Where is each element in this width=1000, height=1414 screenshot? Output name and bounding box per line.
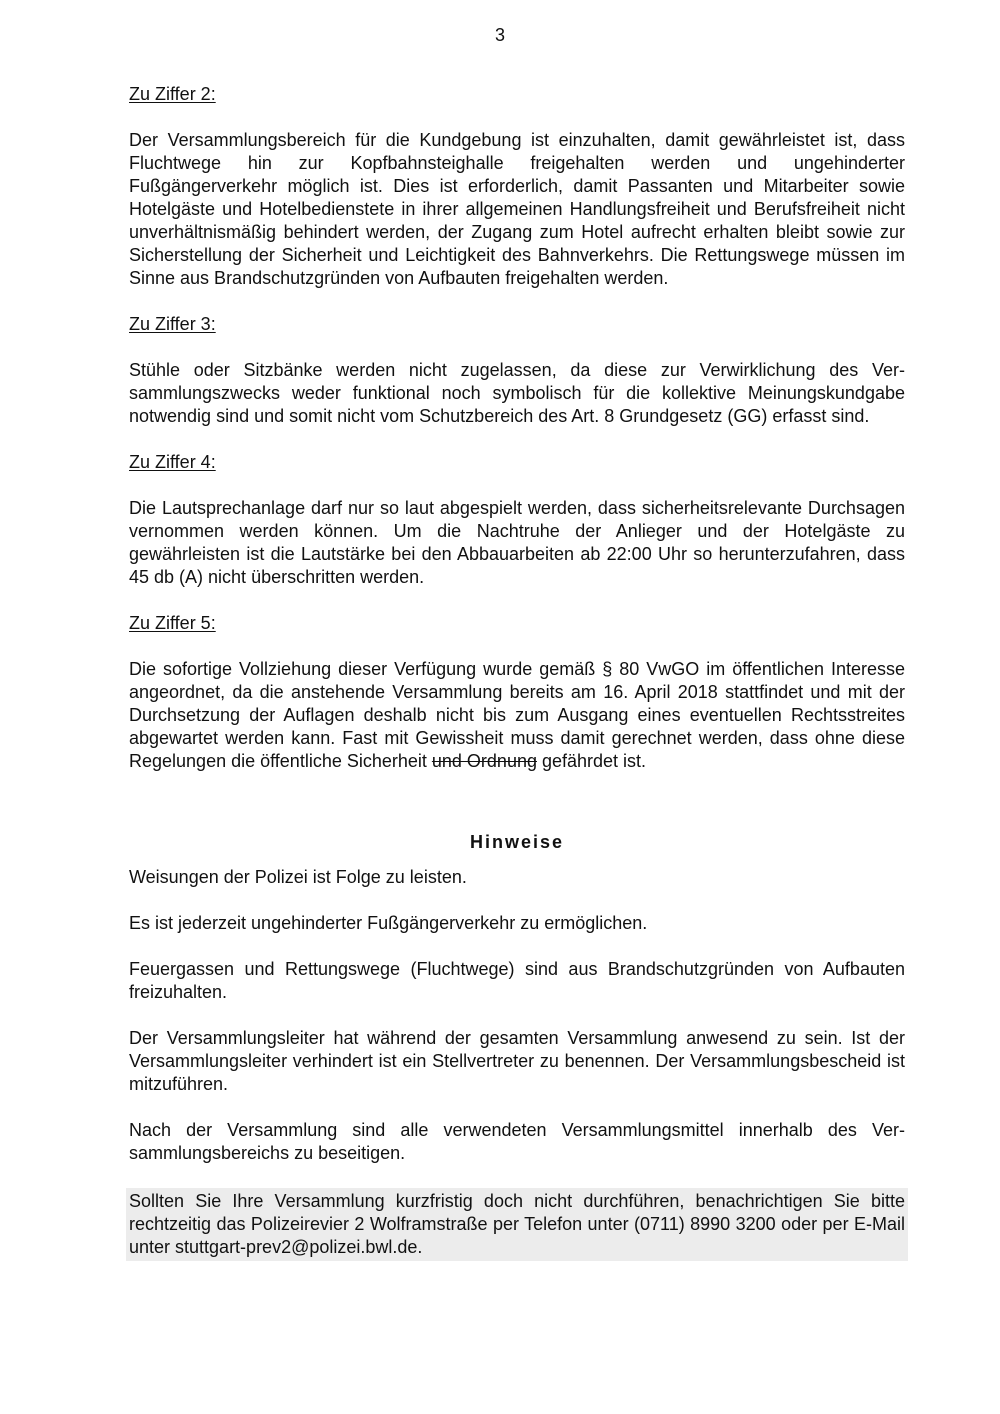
section-text-ziffer-5-part-2: gefährdet ist. <box>536 751 647 771</box>
hinweis-kontakt-polizeirevier: Sollten Sie Ihre Versammlung kurzfristig doch nicht durchführen, benachrichtigen Sie bitte rechtzeitig das Polizeirevier 2 Wolframstraße per Telefon unter (0711) 8990 3200 oder per E-Mail unter stuttgart-prev2@polizei.bwl.de. <box>126 1188 908 1261</box>
hinweis-rettungswege: Feuergassen und Rettungswege (Fluchtwege) sind aus Brandschutzgründen von Aufbauten freizuhalten. <box>129 959 905 1002</box>
hinweis-fussgaengerverkehr: Es ist jederzeit ungehinderter Fußgängerverkehr zu ermöglichen. <box>129 913 648 933</box>
section-heading-ziffer-2: Zu Ziffer 2: <box>129 84 216 104</box>
section-heading-ziffer-4: Zu Ziffer 4: <box>129 452 216 472</box>
section-text-ziffer-3: Stühle oder Sitzbänke werden nicht zugelassen, da diese zur Verwirklichung des Versammlungszwecks weder funktional noch symbolisch für die kollektive Meinungskundgabe notwendig sind und somit nicht vom Schutzbereich des Art. 8 Grundgesetz (GG) erfasst sind. <box>129 360 905 426</box>
hinweise-title: Hinweise <box>469 832 565 852</box>
document-body <box>129 83 905 1261</box>
section-text-ziffer-2: Der Versammlungsbereich für die Kundgebung ist einzuhalten, damit gewährleistet ist, dass Fluchtwege hin zur Kopfbahnsteighalle freigehalten werden und ungehinderter Fußgängerverkehr möglich ist. Dies ist erforderlich, damit Passanten und Mitarbeiter sowie Hotelgäste und Hotelbedienstete in ihrer allgemeinen Handlungsfreiheit und Berufsfreiheit nicht unverhältnismäßig behindert werden, der Zugang zum Hotel aufrecht erhalten bleibt sowie zur Sicherstellung der Sicherheit und Leichtigkeit des Bahnverkehrs. Die Rettungswege müssen im Sinne aus Brandschutzgründen von Aufbauten freigehalten werden. <box>129 130 905 288</box>
section-text-ziffer-4: Die Lautsprechanlage darf nur so laut abgespielt werden, dass sicherheitsrelevante Durchsagen vernommen werden können. Um die Nachtruhe der Anlieger und der Hotelgäste zu gewährleisten ist die Lautstärke bei den Abbauarbeiten ab 22:00 Uhr so herunterzufahren, dass 45 db (A) nicht überschritten werden. <box>129 498 905 587</box>
hinweis-versammlungsmittel: Nach der Versammlung sind alle verwendeten Versammlungsmittel innerhalb des Versammlungsbereichs zu beseitigen. <box>129 1120 905 1163</box>
hinweis-versammlungsleiter: Der Versammlungsleiter hat während der gesamten Versammlung anwesend zu sein. Ist der Versammlungsleiter verhindert ist ein Stellvertreter zu benennen. Der Versammlungsbescheid ist mitzuführen. <box>129 1028 905 1094</box>
section-text-ziffer-5 <box>129 658 905 773</box>
section-heading-ziffer-3: Zu Ziffer 3: <box>129 314 216 334</box>
page-number: 3 <box>494 25 505 45</box>
hinweis-polizei-weisungen: Weisungen der Polizei ist Folge zu leisten. <box>129 867 467 887</box>
section-heading-ziffer-5: Zu Ziffer 5: <box>129 613 216 633</box>
struck-text: und Ordnung <box>431 751 537 771</box>
section-text-ziffer-5-part-1: Die sofortige Vollziehung dieser Verfügung wurde gemäß § 80 VwGO im öffentlichen Interesse angeordnet, da die anstehende Versammlung bereits am 16. April 2018 stattfindet und mit der Durchsetzung der Auflagen deshalb nicht bis zum Ausgang eines eventuellen Rechtsstreites abgewartet werden kann. Fast mit Gewissheit muss damit gerechnet werden, dass ohne diese Regelungen die öffentliche Sicherheit <box>129 659 905 771</box>
